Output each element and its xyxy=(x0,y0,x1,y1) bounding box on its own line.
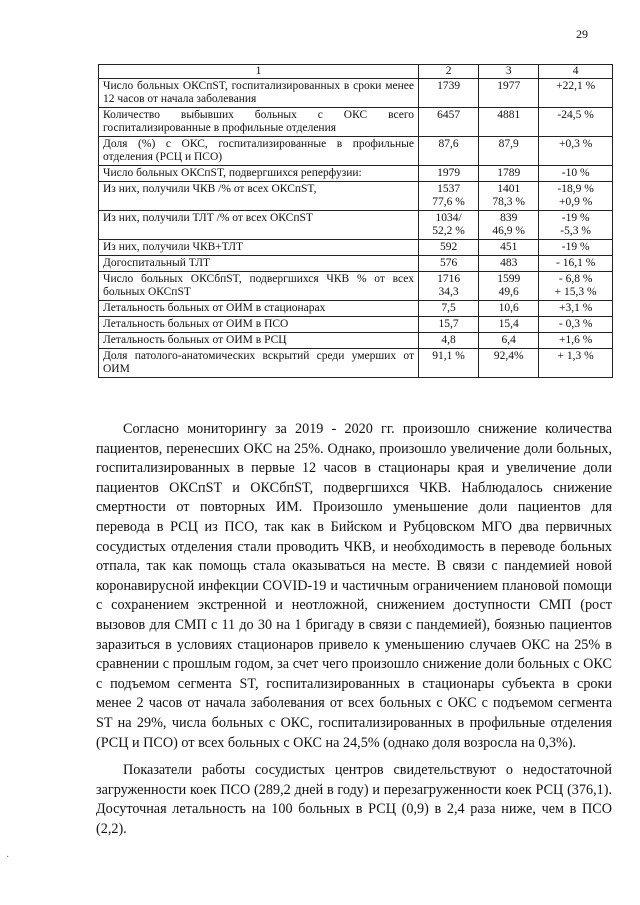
table-row xyxy=(99,166,613,182)
table-row xyxy=(99,240,613,256)
table-row xyxy=(99,108,613,137)
value-2020: 1789 xyxy=(479,166,539,182)
row-label: Летальность больных от ОИМ в ПСО xyxy=(99,317,419,333)
value-2019: 87,6 xyxy=(419,137,479,166)
value-2020: 92,4% xyxy=(479,349,539,378)
value-change: +3,1 % xyxy=(539,301,613,317)
value-2020: 1599 49,6 xyxy=(479,272,539,301)
row-label: Число больных ОКСбпST, подвергшихся ЧКВ % от всех больных ОКСпST xyxy=(99,272,419,301)
value-2020: 483 xyxy=(479,256,539,272)
table-header-row xyxy=(99,65,613,79)
value-change: - 6,8 % + 15,3 % xyxy=(539,272,613,301)
column-header: 4 xyxy=(539,65,613,79)
value-2020: 6,4 xyxy=(479,333,539,349)
table-row xyxy=(99,349,613,378)
value-change: +0,3 % xyxy=(539,137,613,166)
value-2020: 1401 78,3 % xyxy=(479,182,539,211)
value-2019: 15,7 xyxy=(419,317,479,333)
row-label: Летальность больных от ОИМ в РСЦ xyxy=(99,333,419,349)
value-change: -19 % -5,3 % xyxy=(539,211,613,240)
value-2020: 4881 xyxy=(479,108,539,137)
row-label: Доля (%) с ОКС, госпитализированные в профильные отделения (РСЦ и ПСО) xyxy=(99,137,419,166)
column-header: 1 xyxy=(99,65,419,79)
table-row xyxy=(99,272,613,301)
value-change: + 1,3 % xyxy=(539,349,613,378)
value-2019: 1716 34,3 xyxy=(419,272,479,301)
value-2019: 576 xyxy=(419,256,479,272)
value-2019: 6457 xyxy=(419,108,479,137)
row-label: Доля патолого-анатомических вскрытий среди умерших от ОИМ xyxy=(99,349,419,378)
table-row xyxy=(99,211,613,240)
statistics-table xyxy=(98,64,613,378)
value-change: -19 % xyxy=(539,240,613,256)
row-label: Число больных ОКСпST, подвергшихся реперфузии: xyxy=(99,166,419,182)
row-label: Количество выбывших больных с ОКС всего госпитализированные в профильные отделения xyxy=(99,108,419,137)
value-2020: 15,4 xyxy=(479,317,539,333)
margin-mark: · xyxy=(6,852,10,863)
paragraph-text: Показатели работы сосудистых центров свидетельствуют о недостаточной загруженности коек ПСО (289,2 дней в году) и перезагруженности коек РСЦ (376,1). Досуточная летальность на 100 больных в РСЦ (0,9) в 2,4 раза ниже, чем в ПСО (2,2). xyxy=(96,762,612,837)
value-2019: 1979 xyxy=(419,166,479,182)
table-body xyxy=(99,79,613,378)
value-2020: 451 xyxy=(479,240,539,256)
value-2019: 1739 xyxy=(419,79,479,108)
column-header: 3 xyxy=(479,65,539,79)
paragraph-text: Согласно мониторингу за 2019 - 2020 гг. произошло снижение количества пациентов, перенесших ОКС на 25%. Однако, произошло увеличение доли больных, госпитализированных в первые 12 часов в стационары края и увеличение доли пациентов ОКСпST и ОКСбпST, подвергшихся ЧКВ. Наблюдалось снижение смертности от повторных ИМ. Произошло уменьшение доли пациентов для перевода в РСЦ из ПСО, так как в Бийском и Рубцовском МГО два первичных сосудистых отделения стали проводить ЧКВ, и необходимость в переводе больных отпала, так как помощь стала оказываться на месте. В связи с пандемией новой коронавирусной инфекции COVID-19 и частичным ограничением плановой помощи с сохранением экстренной и неотложной, снижением доступности СМП (рост вызовов для СМП с 11 до 30 на 1 бригаду в связи с пандемией), боязнью пациентов заразиться в условиях стационаров привело к уменьшению случаев ОКС на 25% в сравнении с прошлым годом, за счет чего произошло снижение доли больных с ОКС с подъемом сегмента ST, госпитализированных в стационары субъекта в сроки менее 2 часов от начала заболевания от всех больных с ОКС с подъемом сегмента ST на 29%, числа больных с ОКС, госпитализированных в профильные отделения (РСЦ и ПСО) от всех больных с ОКС на 24,5% (однако доля возросла на 0,3%). xyxy=(96,421,612,751)
table-row xyxy=(99,301,613,317)
value-change: -18,9 % +0,9 % xyxy=(539,182,613,211)
value-2019: 7,5 xyxy=(419,301,479,317)
value-change: -10 % xyxy=(539,166,613,182)
value-2019: 1034/ 52,2 % xyxy=(419,211,479,240)
value-2019: 4,8 xyxy=(419,333,479,349)
value-2019: 592 xyxy=(419,240,479,256)
value-change: +22,1 % xyxy=(539,79,613,108)
table-row xyxy=(99,256,613,272)
table-row xyxy=(99,333,613,349)
value-change: - 0,3 % xyxy=(539,317,613,333)
table-row xyxy=(99,137,613,166)
value-2020: 839 46,9 % xyxy=(479,211,539,240)
value-2020: 1977 xyxy=(479,79,539,108)
row-label: Из них, получили ЧКВ /% от всех ОКСпST, xyxy=(99,182,419,211)
value-2020: 10,6 xyxy=(479,301,539,317)
paragraph-1 xyxy=(96,420,612,753)
value-2020: 87,9 xyxy=(479,137,539,166)
table-row xyxy=(99,79,613,108)
table-row xyxy=(99,182,613,211)
value-change: +1,6 % xyxy=(539,333,613,349)
row-label: Из них, получили ЧКВ+ТЛТ xyxy=(99,240,419,256)
value-2019: 91,1 % xyxy=(419,349,479,378)
paragraph-2 xyxy=(96,761,612,839)
value-2019: 1537 77,6 % xyxy=(419,182,479,211)
row-label: Догоспитальный ТЛТ xyxy=(99,256,419,272)
column-header: 2 xyxy=(419,65,479,79)
row-label: Летальность больных от ОИМ в стационарах xyxy=(99,301,419,317)
table-row xyxy=(99,317,613,333)
page-number: 29 xyxy=(576,27,588,41)
value-change: -24,5 % xyxy=(539,108,613,137)
row-label: Из них, получили ТЛТ /% от всех ОКСпST xyxy=(99,211,419,240)
value-change: - 16,1 % xyxy=(539,256,613,272)
row-label: Число больных ОКСпST, госпитализированных в сроки менее 12 часов от начала заболевания xyxy=(99,79,419,108)
